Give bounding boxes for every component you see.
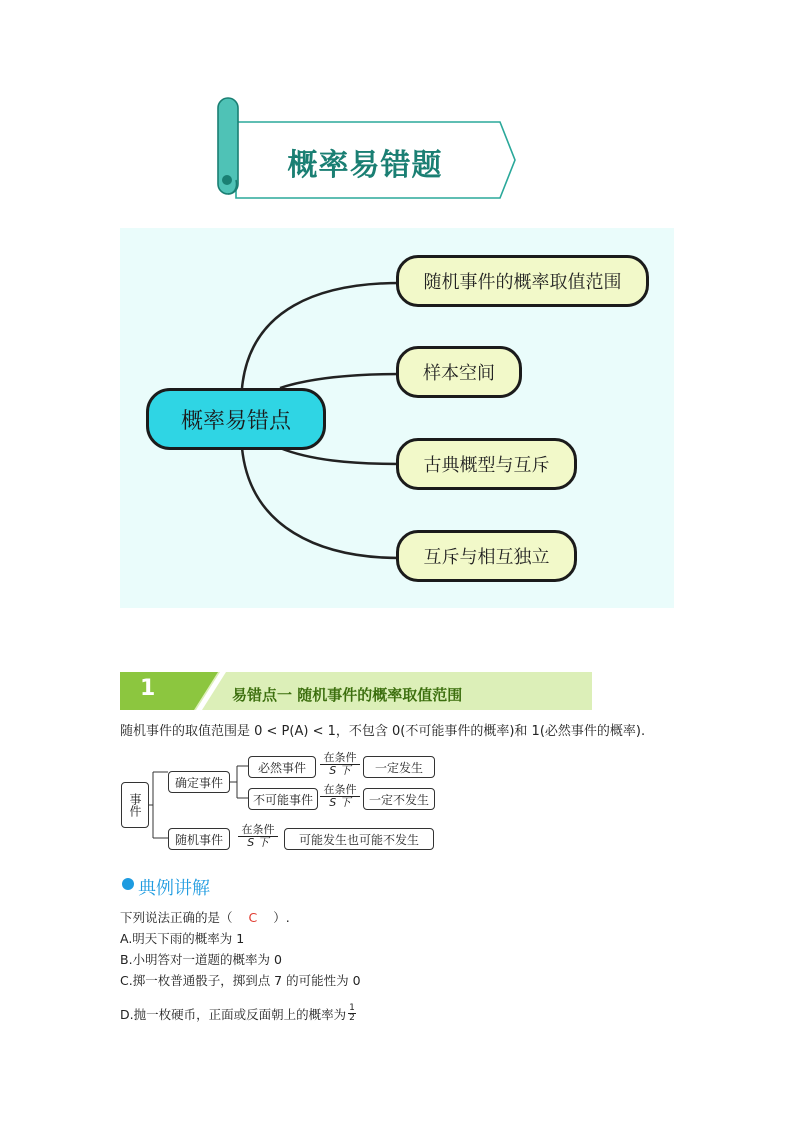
page-title: 概率易错题 [287,148,443,183]
half-fraction: 1 2 [349,1003,355,1023]
mindmap-center-node: 概率易错点 [146,388,326,450]
impossible-event-box: 不可能事件 [248,788,318,810]
option-c: C.掷一枚普通骰子，掷到点 7 的可能性为 0 [120,973,361,988]
section-number: 1 [140,676,156,701]
option-d-text: D.抛一枚硬币，正面或反面朝上的概率为 [120,1006,347,1022]
always-happens-box: 一定发生 [363,756,435,778]
question-end: ）. [273,910,290,925]
mindmap-branch-3: 古典概型与互斥 [396,438,577,490]
section-title: 易错点一 随机事件的概率取值范围 [232,686,463,704]
event-root-label: 事件 [128,793,142,817]
condition-label-2: 在条件 S 下 [320,784,360,809]
section-intro: 随机事件的取值范围是 0 < P(A) < 1，不包含 0(不可能事件的概率)和 1(必然事件的概率). [120,724,646,739]
event-root-box [121,782,149,828]
never-happens-box: 一定不发生 [363,788,435,810]
bullet-icon [122,878,134,890]
must-event-box: 必然事件 [248,756,316,778]
question-line [120,908,290,926]
condition-label-3: 在条件 S 下 [238,824,278,849]
question-text: 下列说法正确的是（ [120,910,233,925]
mindmap-branch-2: 样本空间 [396,346,522,398]
mindmap-branch-1: 随机事件的概率取值范围 [396,255,649,307]
certain-event-box: 确定事件 [168,771,230,793]
option-d [120,1004,356,1023]
condition-label-1: 在条件 S 下 [320,752,360,777]
answer-text: C [248,910,258,925]
example-heading: 典例讲解 [138,878,210,899]
maybe-happens-box: 可能发生也可能不发生 [284,828,434,850]
option-a: A.明天下雨的概率为 1 [120,931,245,946]
mindmap-branch-4: 互斥与相互独立 [396,530,577,582]
option-b: B.小明答对一道题的概率为 0 [120,952,282,967]
random-event-box: 随机事件 [168,828,230,850]
